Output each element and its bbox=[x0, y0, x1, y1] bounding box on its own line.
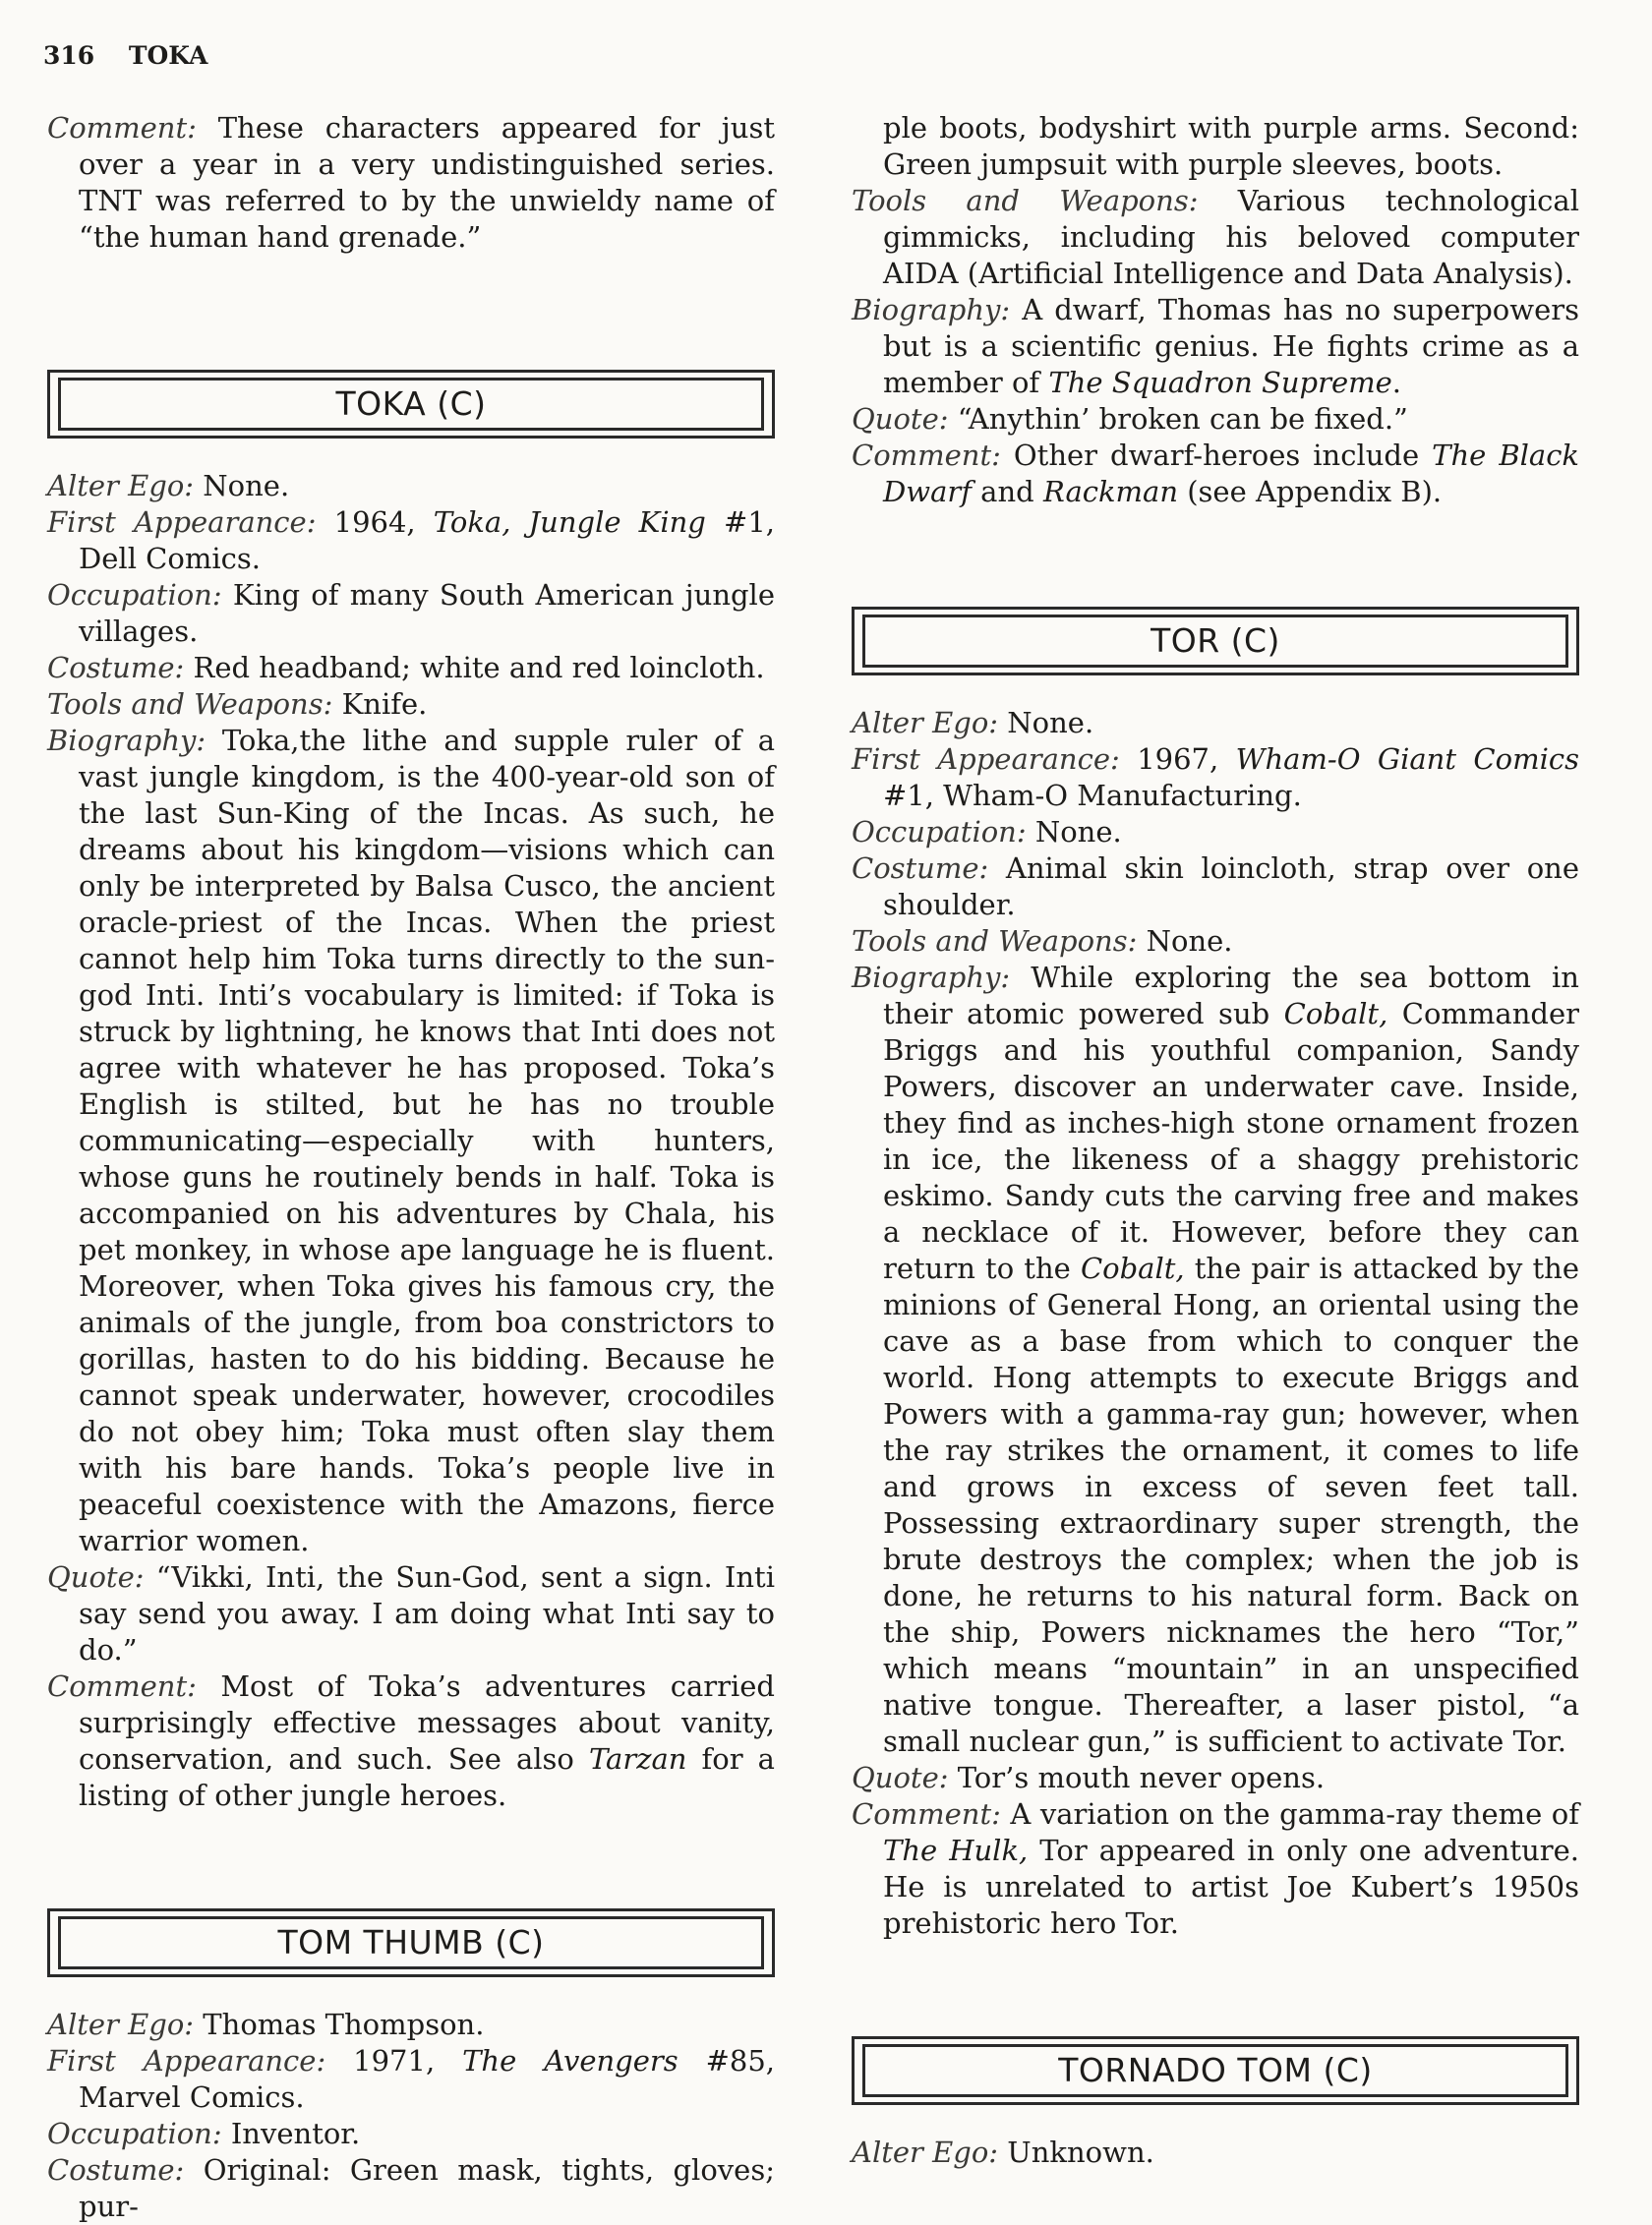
costume: Costume: Animal skin loincloth, strap over one shoulder. bbox=[852, 851, 1579, 921]
costume-continued: ple boots, bodyshirt with purple arms. Second: Green jumpsuit with purple sleeves, boots. bbox=[883, 111, 1579, 181]
first-appearance: First Appearance: 1971, The Avengers #85, Marvel Comics. bbox=[47, 2044, 775, 2114]
alter-ego: Alter Ego: None. bbox=[852, 706, 1094, 739]
entry-toka bbox=[47, 468, 775, 1814]
comment: Comment: Most of Toka’s adventures carried surprisingly effective messages about vanity, conservation, and such. See also Tarzan for a listing of other jungle heroes. bbox=[47, 1669, 775, 1812]
entry-heading-toka bbox=[47, 370, 775, 439]
quote: Quote: “Vikki, Inti, the Sun-God, sent a sign. Inti say send you away. I am doing what Inti say to do.” bbox=[47, 1560, 775, 1667]
entry-title: TORNADO TOM (C) bbox=[862, 2044, 1568, 2097]
tools-and-weapons: Tools and Weapons: Knife. bbox=[47, 687, 428, 721]
entry-title: TOKA (C) bbox=[58, 378, 764, 431]
biography: Biography: Toka,the lithe and supple ruler of a vast jungle kingdom, is the 400-year-old son of the last Sun-King of the Incas. As such, he dreams about his kingdom—visions which can only be interpreted by Balsa Cusco, the ancient oracle-priest of the Incas. When the priest cannot help him Toka turns directly to the sun-god Inti. Inti’s vocabulary is limited: if Toka is struck by lightning, he knows that Inti does not agree with whatever he has proposed. Toka’s English is stilted, but he has no trouble communicating—especially with hunters, whose guns he routinely bends in half. Toka is accompanied on his adventures by Chala, his pet monkey, in whose ape language he is fluent. Moreover, when Toka gives his famous cry, the animals of the jungle, from boa constrictors to gorillas, hasten to do his bidding. Because he cannot speak underwater, however, crocodiles do not obey him; Toka must often slay them with his bare hands. Toka’s people live in peaceful coexistence with the Amazons, fierce warrior women. bbox=[47, 724, 775, 1557]
first-appearance: First Appearance: 1967, Wham-O Giant Comics #1, Wham-O Manufacturing. bbox=[852, 742, 1579, 812]
occupation: Occupation: None. bbox=[852, 815, 1122, 849]
costume: Costume: Red headband; white and red loincloth. bbox=[47, 651, 765, 684]
biography: Biography: While exploring the sea bottom in their atomic powered sub Cobalt, Commander Briggs and his youthful companion, Sandy Powers, discover an underwater cave. Inside, they find as inches-high stone ornament frozen in ice, the likeness of a shaggy prehistoric eskimo. Sandy cuts the carving free and makes a necklace of it. However, before they can return to the Cobalt, the pair is attacked by the minions of General Hong, an oriental using the cave as a base from which to conquer the world. Hong attempts to execute Briggs and Powers with a gamma-ray gun; however, when the ray strikes the ornament, it comes to life and grows in excess of seven feet tall. Possessing extraordinary super strength, the brute destroys the complex; when the job is done, he returns to his natural form. Back on the ship, Powers nicknames the hero “Tor,” which means “mountain” in an unspecified native tongue. Thereafter, a laser pistol, “a small nuclear gun,” is sufficient to activate Tor. bbox=[852, 961, 1579, 1758]
costume: Costume: Original: Green mask, tights, gloves; pur- bbox=[47, 2153, 775, 2223]
biography: Biography: A dwarf, Thomas has no superpowers but is a scientific genius. He fights crime as a member of The Squadron Supreme. bbox=[852, 293, 1579, 399]
entry-heading-tornado-tom bbox=[852, 2036, 1579, 2105]
entry-heading-tor bbox=[852, 607, 1579, 675]
page-number: 316 bbox=[43, 41, 95, 70]
quote: Quote: Tor’s mouth never opens. bbox=[852, 1761, 1326, 1794]
prev-entry-comment: Comment: These characters appeared for just over a year in a very undistinguished series. TNT was referred to by the unwieldy name of “the human hand grenade.” bbox=[47, 111, 775, 254]
tools-and-weapons: Tools and Weapons: None. bbox=[852, 924, 1233, 958]
entry-heading-tom-thumb bbox=[47, 1908, 775, 1977]
entry-tom-thumb-continued bbox=[852, 110, 1579, 510]
page-header bbox=[43, 41, 207, 70]
first-appearance: First Appearance: 1964, Toka, Jungle King #1, Dell Comics. bbox=[47, 505, 775, 575]
occupation: Occupation: Inventor. bbox=[47, 2117, 361, 2150]
tools-and-weapons: Tools and Weapons: Various technological gimmicks, including his beloved computer AIDA (Artificial Intelligence and Data Analysis). bbox=[852, 184, 1579, 290]
entry-title: TOR (C) bbox=[862, 615, 1568, 668]
entry-tornado-tom bbox=[852, 2135, 1579, 2171]
entry-tom-thumb bbox=[47, 2007, 775, 2225]
quote: Quote: “Anythin’ broken can be fixed.” bbox=[852, 402, 1408, 436]
alter-ego: Alter Ego: Unknown. bbox=[852, 2136, 1154, 2169]
running-title: TOKA bbox=[128, 41, 208, 70]
occupation: Occupation: King of many South American jungle villages. bbox=[47, 578, 775, 648]
alter-ego: Alter Ego: None. bbox=[47, 469, 290, 502]
comment: Comment: A variation on the gamma-ray theme of The Hulk, Tor appeared in only one adventure. He is unrelated to artist Joe Kubert’s 1950s prehistoric hero Tor. bbox=[852, 1797, 1579, 1940]
entry-title: TOM THUMB (C) bbox=[58, 1916, 764, 1969]
alter-ego: Alter Ego: Thomas Thompson. bbox=[47, 2008, 485, 2041]
entry-tor bbox=[852, 705, 1579, 1942]
right-column bbox=[852, 110, 1579, 2171]
comment: Comment: Other dwarf-heroes include The Black Dwarf and Rackman (see Appendix B). bbox=[852, 439, 1580, 508]
left-column bbox=[47, 110, 775, 2225]
